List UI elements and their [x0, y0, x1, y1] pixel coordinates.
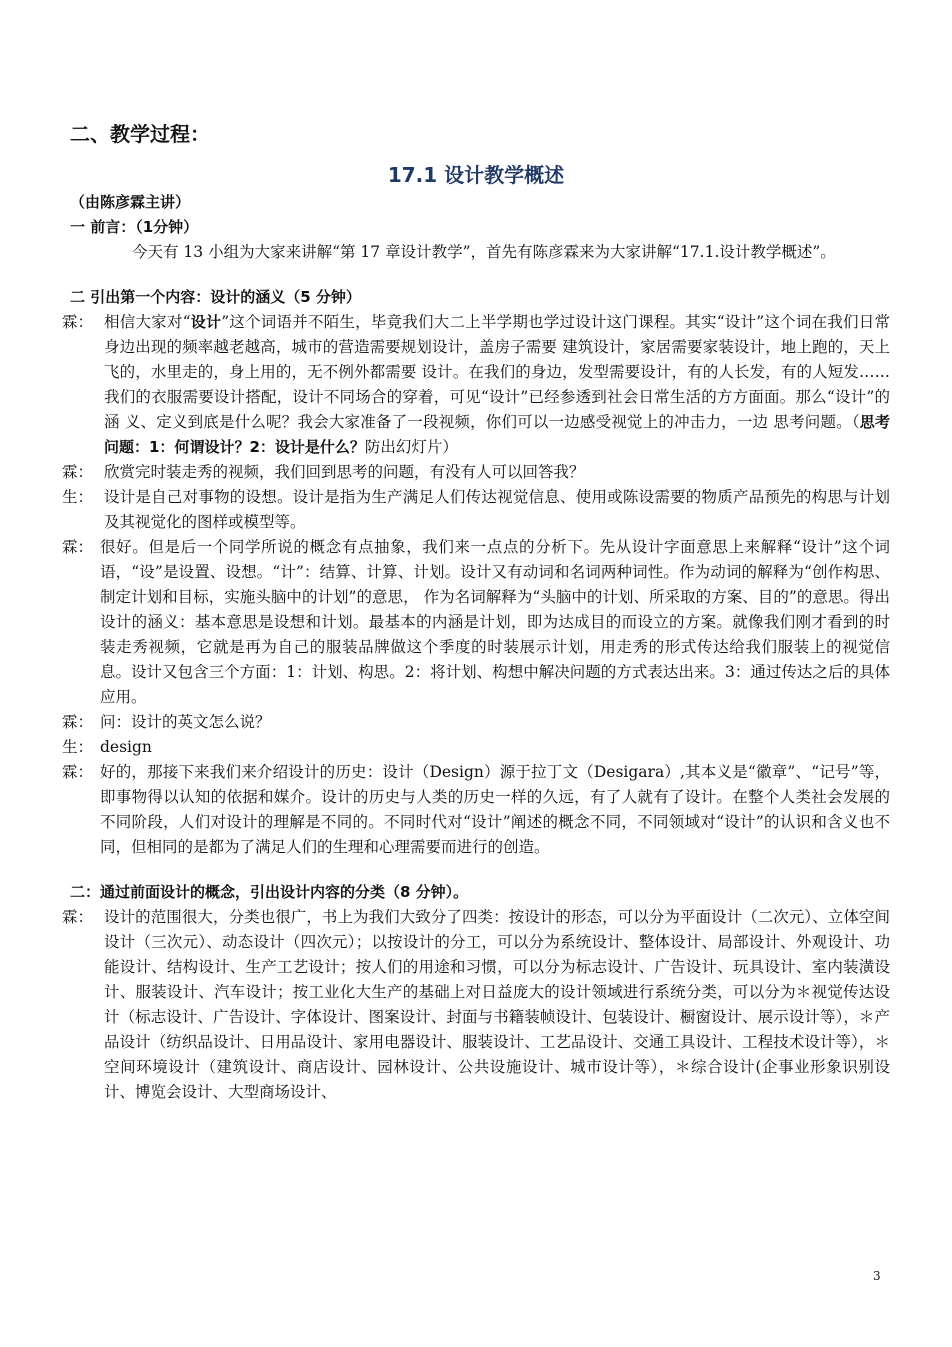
- intro-heading: 一 前言：（1分钟）: [70, 218, 199, 236]
- intro-paragraph: 今天有 13 小组为大家来讲解“第 17 章设计教学”，首先有陈彦霖来为大家讲解“17.1.设计教学概述”。: [132, 243, 836, 261]
- speaker-label: 生：: [62, 738, 94, 756]
- speaker-label: 霖：: [62, 313, 94, 331]
- speaker-label: 霖：: [62, 713, 94, 731]
- document-body: [62, 190, 890, 1105]
- dialogue-text: 问：设计的英文怎么说？: [100, 713, 271, 731]
- dialogue-line: [62, 760, 890, 860]
- part3-heading: 二：通过前面设计的概念，引出设计内容的分类（8 分钟）。: [70, 883, 469, 901]
- speaker-label: 霖：: [62, 538, 94, 556]
- dialogue-text: 很好。但是后一个同学所说的概念有点抽象，我们来一点点的分析下。先从设计字面意思上来解释“设计”这个词语，“设”是设置、设想。“计”：结算、计算、计划。设计又有动词和名词两种词性。作为动词的解释为“创作构思、制定计划和目标，实施头脑中的计划”的意思， 作为名词解释为“头脑中的计划、所采取的方案、目的”的意思。得出设计的涵义：基本意思是设想和计划。最基本的内涵是计划，即为达成目的而设立的方案。就像我们刚才看到的时装走秀视频，它就是再为自己的服装品牌做这个季度的时装展示计划，用走秀的形式传达给我们服装上的视觉信息。设计又包含三个方面：1：计划、构思。2：将计划、构想中解决问题的方式表达出来。3：通过传达之后的具体应用。: [100, 538, 890, 706]
- dialogue-line: [62, 905, 890, 1105]
- part2-heading: 二 引出第一个内容：设计的涵义（5 分钟）: [70, 288, 361, 306]
- dialogue-line: [62, 710, 890, 735]
- section-title: 二、教学过程：: [70, 122, 210, 146]
- speaker-label: 生：: [62, 488, 94, 506]
- dialogue-line: [62, 460, 890, 485]
- dialogue-text: design: [100, 738, 152, 756]
- dialogue-text: 设计的范围很大，分类也很广，书上为我们大致分了四类：按设计的形态，可以分为平面设计（二次元）、立体空间设计（三次元）、动态设计（四次元）；以按设计的分工，可以分为系统设计、整体设计、局部设计、外观设计、功能设计、结构设计、生产工艺设计；按人们的用途和习惯，可以分为标志设计、广告设计、玩具设计、室内装潢设计、服装设计、汽车设计；按工业化大生产的基础上对日益庞大的设计领域进行系统分类，可以分为＊视觉传达设计（标志设计、广告设计、字体设计、图案设计、封面与书籍装帧设计、包装设计、橱窗设计、展示设计等），＊产品设计（纺织品设计、日用品设计、家用电器设计、服装设计、工艺品设计、交通工具设计、工程技术设计等），＊空间环境设计（建筑设计、商店设计、园林设计、公共设施设计、城市设计等），＊综合设计(企事业形象识别设计、博览会设计、大型商场设计、: [104, 908, 890, 1101]
- dialogue-text: 好的，那接下来我们来介绍设计的历史：设计（Design）源于拉丁文（Desigara）,其本义是“徽章”、“记号”等，即事物得以认知的依据和媒介。设计的历史与人类的历史一样的久远，有了人就有了设计。在整个人类社会发展的不同阶段，人们对设计的理解是不同的。不同时代对“设计”阐述的概念不同，不同领域对“设计”的认识和含义也不同，但相同的是都为了满足人们的生理和心理需要而进行的创造。: [100, 763, 890, 856]
- dialogue-line: [62, 535, 890, 710]
- speaker-label: 霖：: [62, 463, 94, 481]
- dialogue-line: [62, 735, 890, 760]
- dialogue-text: 设计是自己对事物的设想。设计是指为生产满足人们传达视觉信息、使用或陈设需要的物质产品预先的构思与计划及其视觉化的图样或模型等。: [104, 488, 890, 531]
- dialogue-text: 相信大家对“设计”这个词语并不陌生，毕竟我们大二上半学期也学过设计这门课程。其实“设计”这个词在我们日常身边出现的频率越老越高，城市的营造需要规划设计，盖房子需要 建筑设计，家居需要家装设计，地上跑的，天上飞的，水里走的，身上用的，无不例外都需要 设计。在我们的身边，发型需要设计，有的人长发，有的人短发……我们的衣服需要设计搭配，设计不同场合的穿着，可见“设计”已经参透到社会日常生活的方方面面。那么“设计”的涵 义、定义到底是什么呢？我会大家准备了一段视频，你们可以一边感受视觉上的冲击力，一边 思考问题。（思考问题：1：何谓设计？2：设计是什么？防出幻灯片）: [104, 313, 890, 456]
- presenter-note: （由陈彦霖主讲）: [70, 193, 191, 211]
- document-title: 17.1 设计教学概述: [387, 163, 565, 187]
- speaker-label: 霖：: [62, 908, 94, 926]
- speaker-label: 霖：: [62, 763, 94, 781]
- dialogue-text: 欣赏完时装走秀的视频，我们回到思考的问题，有没有人可以回答我？: [104, 463, 585, 481]
- dialogue-line: [62, 485, 890, 535]
- page-number: 3: [873, 1269, 881, 1283]
- dialogue-line: [62, 310, 890, 460]
